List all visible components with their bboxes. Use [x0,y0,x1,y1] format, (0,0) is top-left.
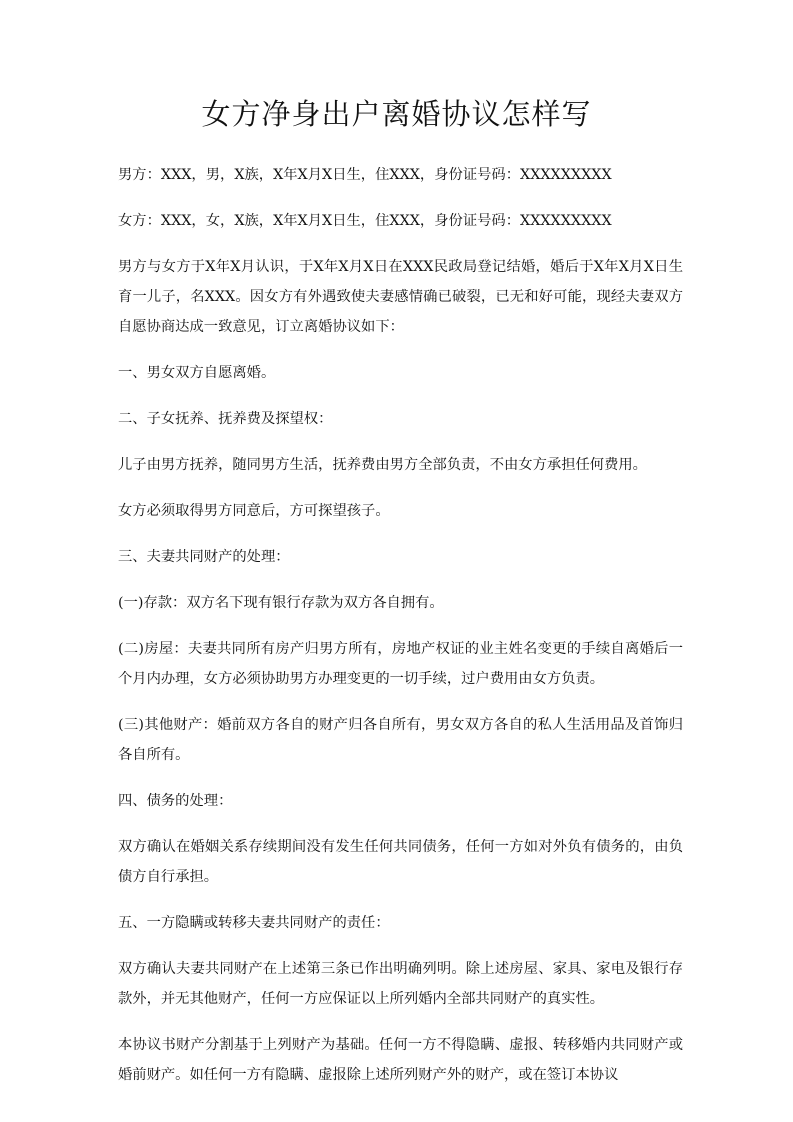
paragraph-custody: 儿子由男方抚养，随同男方生活，抚养费由男方全部负责，不由女方承担任何费用。 [118,457,647,473]
section-heading-5: 五、一方隐瞒或转移夫妻共同财产的责任： [118,915,390,931]
paragraph-male-party: 男方：XXX，男，X族，X年X月X日生，住XXX，身份证号码：XXXXXXXXX [118,167,612,183]
document-body [118,160,683,1106]
paragraph-property-confirmation: 双方确认夫妻共同财产在上述第三条已作出明确列明。除上述房屋、家具、家电及银行存款外，并无其他财产，任何一方应保证以上所列婚内全部共同财产的真实性。 [118,961,683,1007]
paragraph-preamble: 男方与女方于X年X月认识，于X年X月X日在XXX民政局登记结婚，婚后于X年X月X日生育一儿子，名XXX。因女方有外遇致使夫妻感情确已破裂，已无和好可能，现经夫妻双方自愿协商达成一致意见，订立离婚协议如下： [118,259,683,335]
paragraph-visitation: 女方必须取得男方同意后，方可探望孩子。 [118,503,390,519]
section-heading-1: 一、男女双方自愿离婚。 [118,365,276,381]
section-heading-2: 二、子女抚养、抚养费及探望权： [118,411,333,427]
document-title: 女方净身出户离婚协议怎样写 [201,97,592,131]
paragraph-property-division: 本协议书财产分割基于上列财产为基础。任何一方不得隐瞒、虚报、转移婚内共同财产或婚前财产。如任何一方有隐瞒、虚报除上述所列财产外的财产，或在签订本协议 [118,1037,683,1083]
section-heading-4: 四、债务的处理： [118,793,233,809]
paragraph-housing: (二)房屋：夫妻共同所有房产归男方所有，房地产权证的业主姓名变更的手续自离婚后一个月内办理，女方必须协助男方办理变更的一切手续，过户费用由女方负责。 [118,641,683,687]
paragraph-debts: 双方确认在婚姻关系存续期间没有发生任何共同债务，任何一方如对外负有债务的，由负债方自行承担。 [118,839,683,885]
section-heading-3: 三、夫妻共同财产的处理： [118,549,290,565]
paragraph-other-property: (三)其他财产：婚前双方各自的财产归各自所有，男女双方各自的私人生活用品及首饰归各自所有。 [118,717,683,763]
paragraph-savings: (一)存款：双方名下现有银行存款为双方各自拥有。 [118,595,444,611]
paragraph-female-party: 女方：XXX，女，X族，X年X月X日生，住XXX，身份证号码：XXXXXXXXX [118,213,612,229]
